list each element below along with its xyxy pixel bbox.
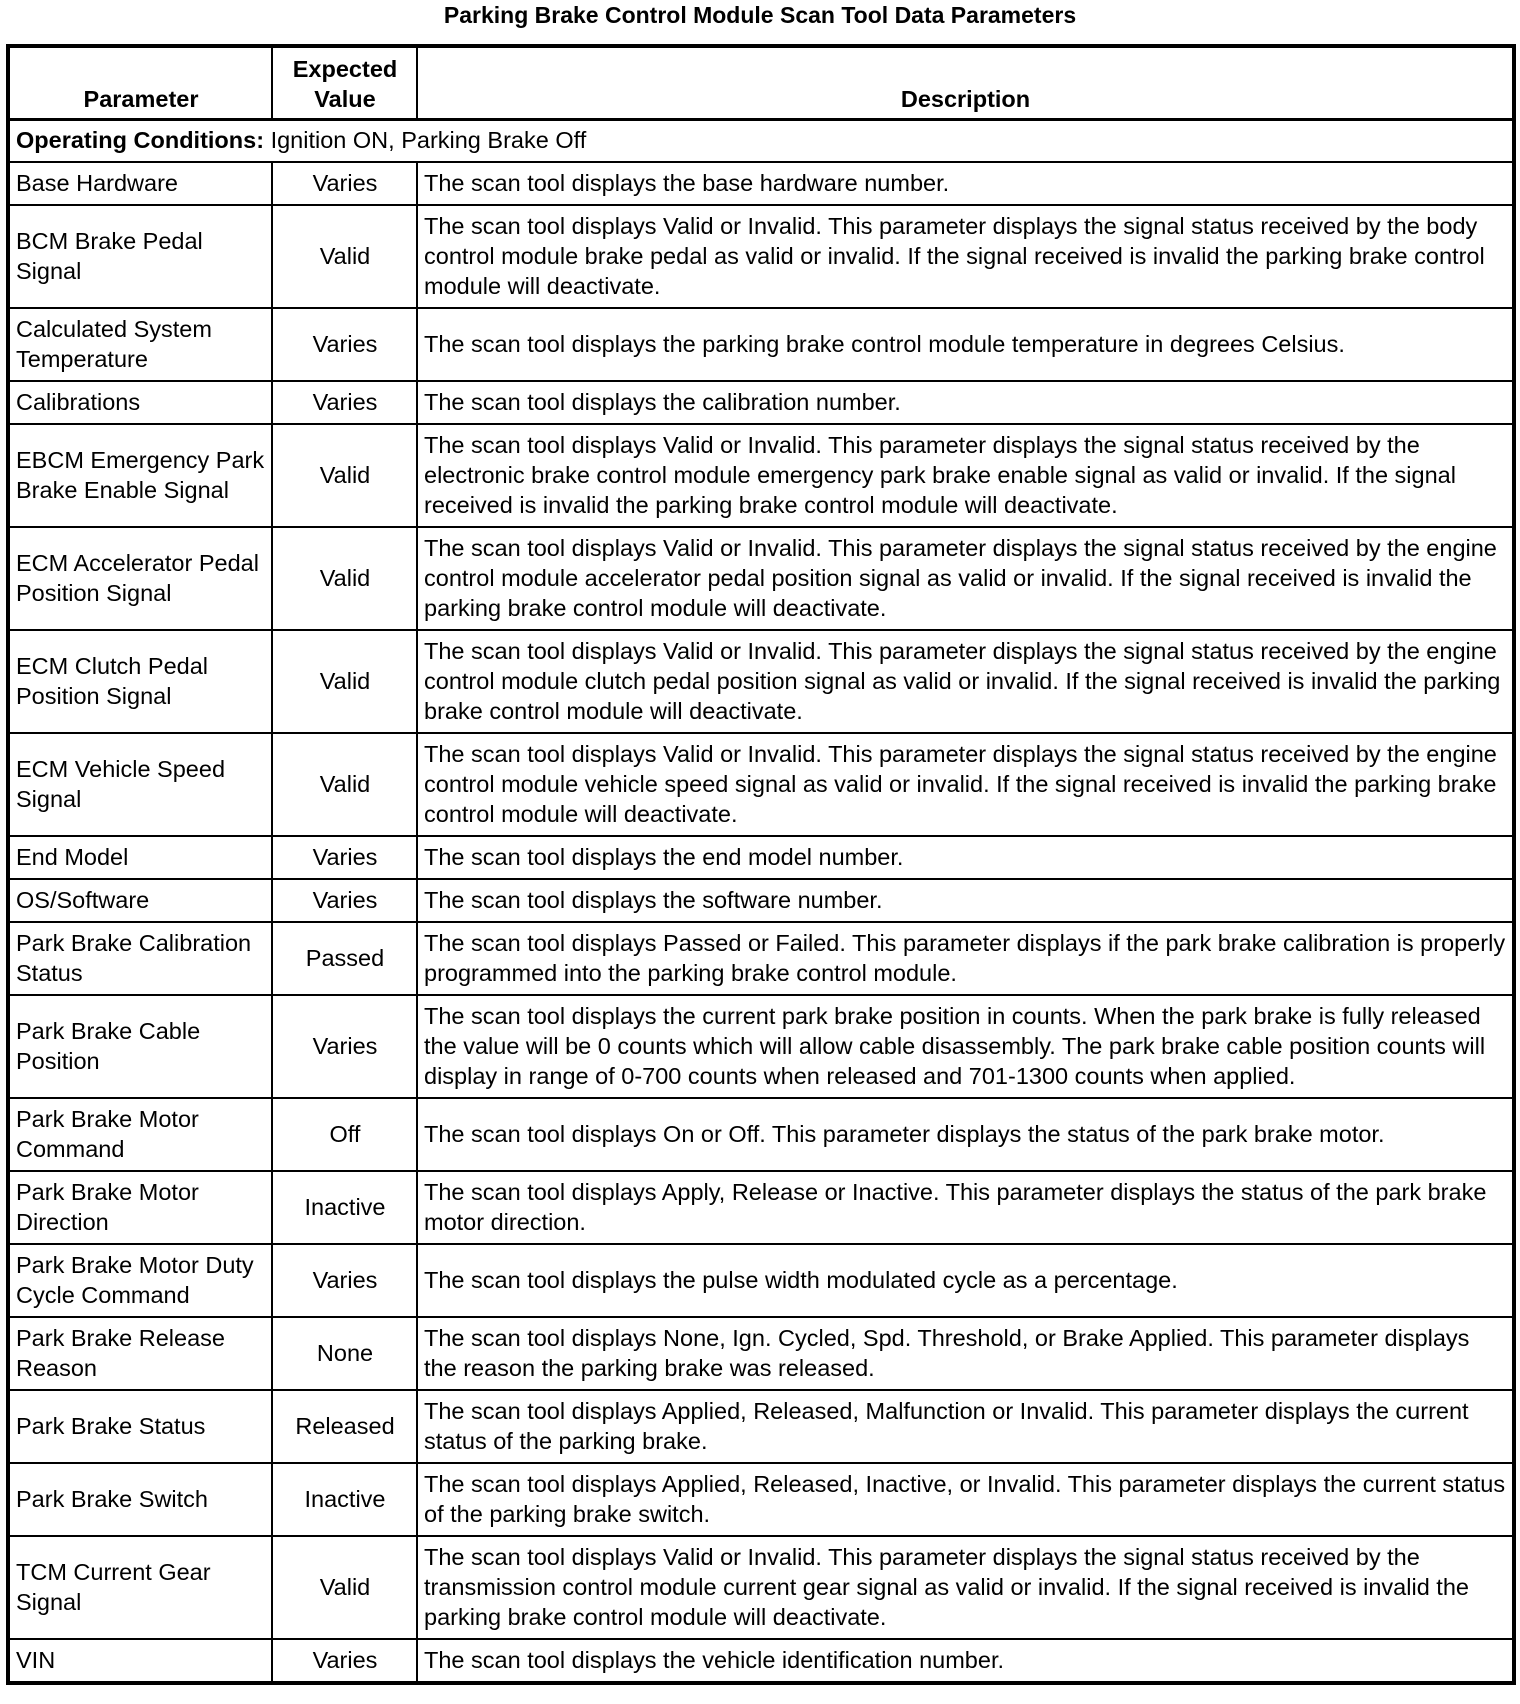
description-cell: The scan tool displays Passed or Failed. This parameter displays if the park brake calibration is properly programmed into the parking brake control module.	[417, 922, 1514, 995]
expected-value-cell: Valid	[272, 630, 417, 733]
parameter-cell: ECM Clutch Pedal Position Signal	[8, 630, 272, 733]
parameter-cell: Park Brake Motor Direction	[8, 1171, 272, 1244]
description-cell: The scan tool displays Valid or Invalid. This parameter displays the signal status received by the transmission control module current gear signal as valid or invalid. If the signal received is invalid the parking brake control module will deactivate.	[417, 1536, 1514, 1639]
expected-value-cell: Varies	[272, 162, 417, 205]
parameter-cell: Park Brake Calibration Status	[8, 922, 272, 995]
description-cell: The scan tool displays Applied, Released, Inactive, or Invalid. This parameter displays the current status of the parking brake switch.	[417, 1463, 1514, 1536]
expected-value-cell: None	[272, 1317, 417, 1390]
expected-value-cell: Varies	[272, 836, 417, 879]
expected-value-cell: Valid	[272, 205, 417, 308]
table-row	[8, 527, 1514, 630]
parameter-cell: OS/Software	[8, 879, 272, 922]
parameter-cell: TCM Current Gear Signal	[8, 1536, 272, 1639]
description-cell: The scan tool displays Valid or Invalid. This parameter displays the signal status received by the engine control module accelerator pedal position signal as valid or invalid. If the signal received is invalid the parking brake control module will deactivate.	[417, 527, 1514, 630]
parameter-cell: ECM Vehicle Speed Signal	[8, 733, 272, 836]
description-cell: The scan tool displays the current park brake position in counts. When the park brake is fully released the value will be 0 counts which will allow cable disassembly. The park brake cable position counts will display in range of 0-700 counts when released and 701-1300 counts when applied.	[417, 995, 1514, 1098]
table-row	[8, 1463, 1514, 1536]
table-row	[8, 733, 1514, 836]
parameter-cell: Calibrations	[8, 381, 272, 424]
table-row	[8, 922, 1514, 995]
operating-conditions-row	[8, 120, 1514, 163]
expected-value-cell: Varies	[272, 995, 417, 1098]
expected-value-cell: Valid	[272, 1536, 417, 1639]
table-row	[8, 1317, 1514, 1390]
operating-conditions-label: Operating Conditions:	[16, 127, 265, 153]
expected-value-cell: Valid	[272, 733, 417, 836]
expected-value-cell: Released	[272, 1390, 417, 1463]
expected-value-cell: Varies	[272, 879, 417, 922]
table-row	[8, 836, 1514, 879]
table-row	[8, 1536, 1514, 1639]
description-cell: The scan tool displays the end model number.	[417, 836, 1514, 879]
expected-value-cell: Off	[272, 1098, 417, 1171]
table-row	[8, 381, 1514, 424]
description-cell: The scan tool displays Apply, Release or Inactive. This parameter displays the status of the park brake motor direction.	[417, 1171, 1514, 1244]
description-cell: The scan tool displays the software number.	[417, 879, 1514, 922]
parameter-cell: Park Brake Motor Duty Cycle Command	[8, 1244, 272, 1317]
parameter-cell: Park Brake Switch	[8, 1463, 272, 1536]
description-cell: The scan tool displays On or Off. This parameter displays the status of the park brake motor.	[417, 1098, 1514, 1171]
parameter-cell: BCM Brake Pedal Signal	[8, 205, 272, 308]
table-row	[8, 1098, 1514, 1171]
description-cell: The scan tool displays Applied, Released, Malfunction or Invalid. This parameter displays the current status of the parking brake.	[417, 1390, 1514, 1463]
header-parameter: Parameter	[8, 46, 272, 120]
table-row	[8, 205, 1514, 308]
description-cell: The scan tool displays the base hardware number.	[417, 162, 1514, 205]
expected-value-cell: Inactive	[272, 1463, 417, 1536]
description-cell: The scan tool displays the vehicle identification number.	[417, 1639, 1514, 1683]
parameter-cell: EBCM Emergency Park Brake Enable Signal	[8, 424, 272, 527]
parameter-cell: Base Hardware	[8, 162, 272, 205]
expected-value-cell: Inactive	[272, 1171, 417, 1244]
expected-value-cell: Passed	[272, 922, 417, 995]
table-row	[8, 879, 1514, 922]
expected-value-cell: Valid	[272, 424, 417, 527]
expected-value-cell: Varies	[272, 381, 417, 424]
operating-conditions-cell	[8, 120, 1514, 163]
parameter-cell: End Model	[8, 836, 272, 879]
header-description: Description	[417, 46, 1514, 120]
description-cell: The scan tool displays Valid or Invalid. This parameter displays the signal status received by the engine control module clutch pedal position signal as valid or invalid. If the signal received is invalid the parking brake control module will deactivate.	[417, 630, 1514, 733]
expected-value-cell: Varies	[272, 308, 417, 381]
expected-value-cell: Varies	[272, 1244, 417, 1317]
table-header	[8, 46, 1514, 120]
description-cell: The scan tool displays the parking brake control module temperature in degrees Celsius.	[417, 308, 1514, 381]
description-cell: The scan tool displays the pulse width modulated cycle as a percentage.	[417, 1244, 1514, 1317]
description-cell: The scan tool displays Valid or Invalid. This parameter displays the signal status received by the engine control module vehicle speed signal as valid or invalid. If the signal received is invalid the parking brake control module will deactivate.	[417, 733, 1514, 836]
parameter-cell: VIN	[8, 1639, 272, 1683]
table-row	[8, 162, 1514, 205]
table-row	[8, 1244, 1514, 1317]
expected-value-cell: Valid	[272, 527, 417, 630]
table-body	[8, 120, 1514, 1684]
parameter-cell: Park Brake Status	[8, 1390, 272, 1463]
document-title: Parking Brake Control Module Scan Tool Data Parameters	[443, 2, 1077, 28]
expected-value-cell: Varies	[272, 1639, 417, 1683]
parameter-cell: Park Brake Release Reason	[8, 1317, 272, 1390]
parameter-cell: Calculated System Temperature	[8, 308, 272, 381]
description-cell: The scan tool displays the calibration number.	[417, 381, 1514, 424]
description-cell: The scan tool displays None, Ign. Cycled, Spd. Threshold, or Brake Applied. This parameter displays the reason the parking brake was released.	[417, 1317, 1514, 1390]
table-row	[8, 308, 1514, 381]
description-cell: The scan tool displays Valid or Invalid. This parameter displays the signal status received by the body control module brake pedal as valid or invalid. If the signal received is invalid the parking brake control module will deactivate.	[417, 205, 1514, 308]
header-row	[8, 46, 1514, 120]
parameter-cell: ECM Accelerator Pedal Position Signal	[8, 527, 272, 630]
parameter-cell: Park Brake Motor Command	[8, 1098, 272, 1171]
table-row	[8, 1639, 1514, 1683]
description-cell: The scan tool displays Valid or Invalid. This parameter displays the signal status received by the electronic brake control module emergency park brake enable signal as valid or invalid. If the signal received is invalid the parking brake control module will deactivate.	[417, 424, 1514, 527]
table-row	[8, 424, 1514, 527]
parameter-cell: Park Brake Cable Position	[8, 995, 272, 1098]
operating-conditions-value: Ignition ON, Parking Brake Off	[270, 127, 587, 153]
scan-tool-data-table	[6, 44, 1516, 1685]
header-expected-value: Expected Value	[272, 46, 417, 120]
table-row	[8, 630, 1514, 733]
table-row	[8, 995, 1514, 1098]
table-row	[8, 1171, 1514, 1244]
table-row	[8, 1390, 1514, 1463]
